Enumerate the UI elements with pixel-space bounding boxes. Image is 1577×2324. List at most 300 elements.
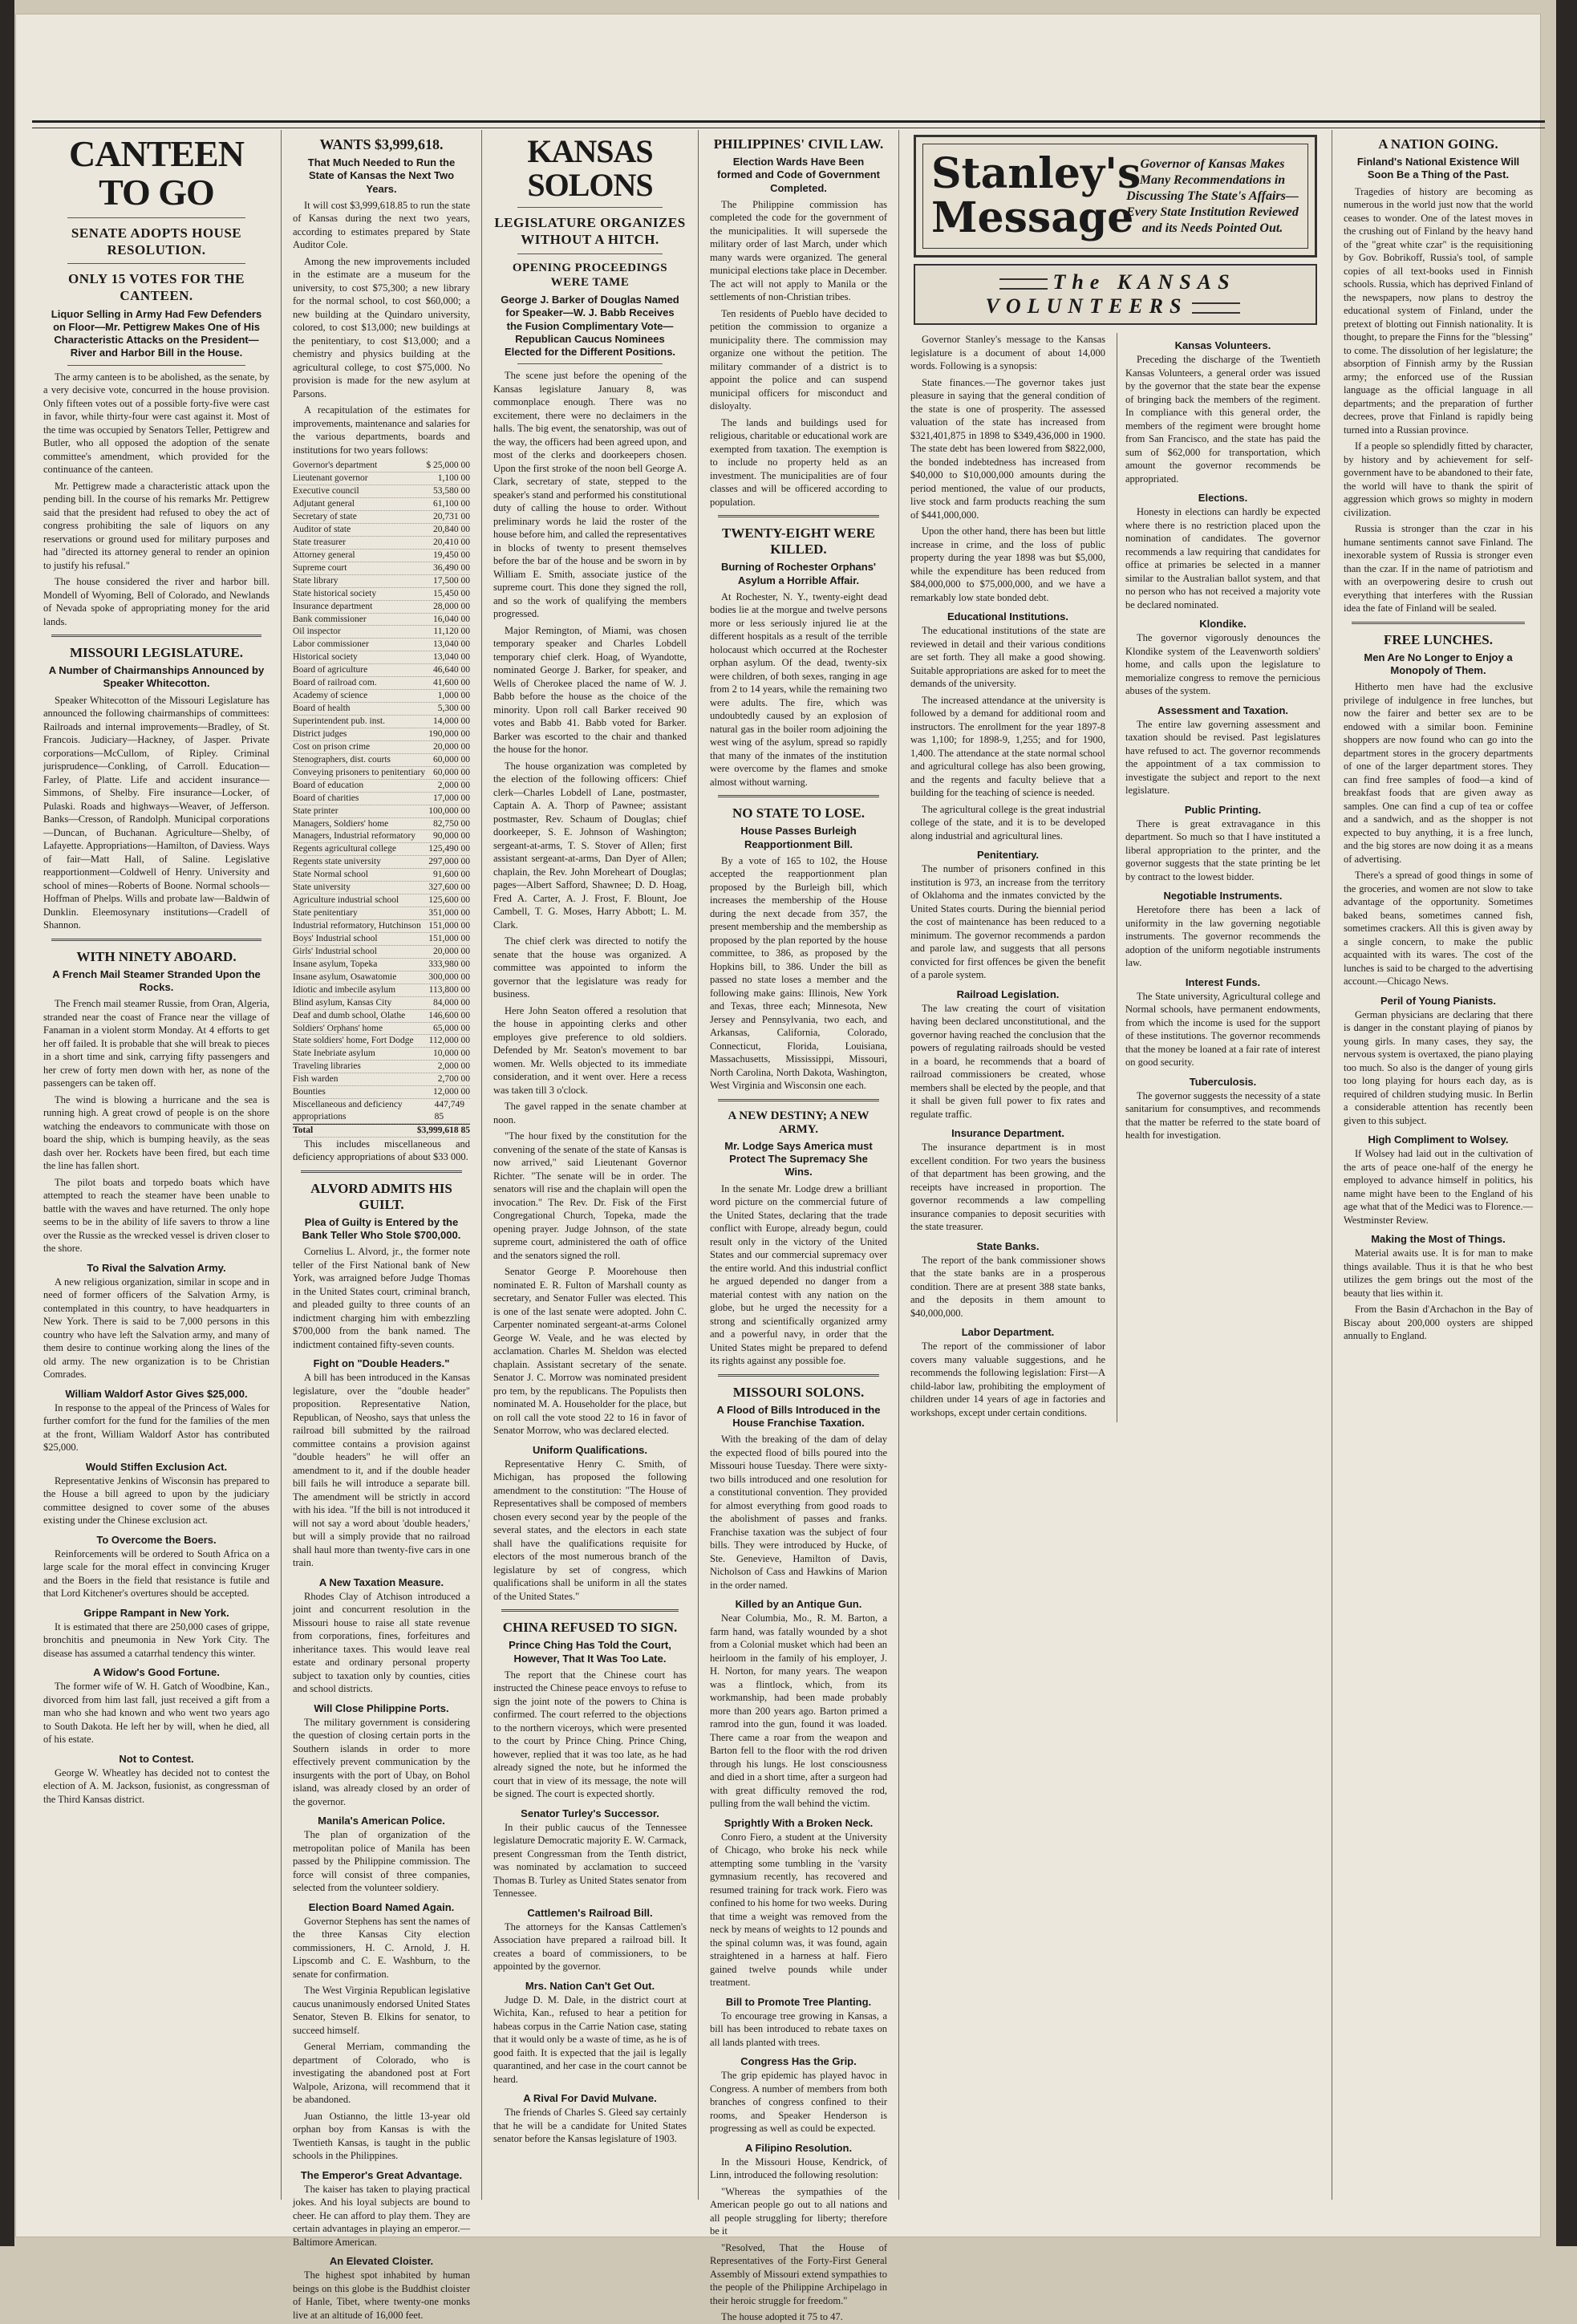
budget-amount: 351,000 00 (428, 908, 470, 919)
paragraph: George W. Wheatley has decided not to contest the election of A. M. Jackson, fusionist, as congressman of the Third Kansas district. (43, 1766, 270, 1805)
budget-item: Supreme court (293, 562, 347, 573)
column-2 (281, 130, 481, 2321)
paragraph: The law creating the court of visitation having been declared unconstitutional, and the governor having reached the conclusion that the powers of regulating railroads should be vested in a board, he recommends that a board of railroad commissioners be created, whose members shall be elected by the people, and that it shall be given full power to fix rates and regulate traffic. (910, 1002, 1105, 1120)
paragraph: Governor Stanley's message to the Kansas legislature is a document of about 14,000 words. Following is a synopsis: (910, 334, 1105, 372)
paragraph: Judge D. M. Dale, in the district court at Wichita, Kan., refused to hear a petition for habeas corpus in the Carrie Nation case, stating that it would only be a waste of time, as he is of good faith. It is expected that the jail is legally quarantined, and her case in the court cannot be heard. (493, 1993, 687, 2085)
headline-kansas-solons: KANSAS SOLONS (527, 133, 653, 203)
divider (67, 263, 245, 264)
subhead: Insurance Department. (951, 1127, 1064, 1140)
budget-amount: 53,580 00 (433, 486, 470, 497)
subhead: Not to Contest. (119, 1752, 194, 1765)
budget-row (293, 1035, 470, 1048)
subhead: State Banks. (976, 1239, 1040, 1252)
budget-item: Insane asylum, Topeka (293, 959, 378, 969)
budget-amount: 5,300 00 (437, 704, 470, 714)
budget-item: Oil inspector (293, 627, 341, 637)
headline-new-destiny: A NEW DESTINY; A NEW ARMY. (728, 1109, 870, 1136)
stanley-subcolumn-left (910, 333, 1105, 1422)
budget-item: State Inebriate asylum (293, 1048, 375, 1059)
budget-row (293, 818, 470, 831)
deck: Mr. Lodge Says America must Protect The Supremacy She Wins. (724, 1139, 873, 1178)
divider (51, 939, 261, 941)
paragraph: Juan Ostianno, the little 13-year old orphan boy from Kansas is with the Twentieth Kansas, is taught in the public schools in the Philippines. (293, 2110, 470, 2162)
paragraph: The grip epidemic has played havoc in Congress. A number of members from both branches of congress confined to their rooms, and Speaker Henderson is progressing as well as could be expected. (710, 2070, 887, 2134)
budget-item: State treasurer (293, 537, 347, 547)
subhead-proceedings: OPENING PROCEEDINGS WERE TAME (512, 261, 668, 290)
budget-row (293, 1023, 470, 1036)
paragraph: By a vote of 165 to 102, the House accepted the reapportionment plan proposed by the Burleigh bill, which increases the membership of the House during the next decade from 357, the present membership and the membership as proposed by the plan reported by the house committee, to 386, as proposed by the Hopkins bill, to 386. Under the bill as passed no state loses a member and the following make gains: Illinois, New York and Texas, three each; Minnesota, New Jersey and Pennsylvania, two each, and Arkansas, California, Colorado, Connecticut, Florida, Louisiana, Massachusetts, Mississippi, Missouri, North Carolina, North Dakota, Washington, West Virginia and Wisconsin one each. (710, 854, 887, 1092)
budget-row (293, 869, 470, 882)
paragraph: The house organization was completed by the election of the following officers: Chief clerk—Charles Lobdell of Lane, postmaster, Captain A. A. Thorp of Pawnee; assistant postmaster, Rev. Schaum of Douglas; chief doorkeeper, S. E. Johnson of Washington; sergeant-at-arms, T. S. Stover of Allen; first assistant sergeant-at-arms, Dan Dyer of Allen; chaplain, the Rev. John Moreheart of Douglas; pages—Albert Safford, Shawnee; D. D. Hoag, Fred A. Carter, A. J. Frost, F. Blount, Joe Cambell, T. G. Moses, Harry Abbott; L. M. Clark. (493, 760, 687, 931)
budget-item: Historical society (293, 652, 358, 663)
paragraph: Here John Seaton offered a resolution that the house in appointing clerks and other employes give preference to old soldiers. Defended by Mr. Seaton's movement to bar women. Mr. Wells objected to its immediate consideration, and it went over. Here a recess was taken till 3 o'clock. (493, 1004, 687, 1096)
paragraph: In the Missouri House, Kendrick, of Linn, introduced the following resolution: (710, 2156, 887, 2180)
budget-amount: 13,040 00 (433, 652, 470, 663)
paragraph: The army canteen is to be abolished, as the senate, by a very decisive vote, concurred in the house provision. Only fifteen votes out of a possible forty-five were cast in favor, while thirty-four were cast against it. Most of the time was occupied by Senators Teller, Pettigrew and Butler, who all opposed the adoption of the senate committee's amendment, which provided for the continuance of the canteen. (43, 371, 270, 476)
budget-item: Bounties (293, 1087, 326, 1097)
subhead-senate: SENATE ADOPTS HOUSE RESOLUTION. (71, 225, 242, 258)
paragraph: There's a spread of good things in some of the groceries, and women are not slow to take advantage of the opportunity. Sometimes baked beans, sometimes canned fish, sometimes crackers. All this is given away by a single concern, to make the public acquainted with its wares. The cost of the lunches is said to be charged to the advertising account.—Chicago News. (1344, 870, 1533, 987)
budget-amount: 12,000 00 (433, 1087, 470, 1097)
budget-amount: 28,000 00 (433, 601, 470, 611)
deck: Election Wards Have Been formed and Code of Government Completed. (717, 156, 880, 194)
budget-item: Governor's department (293, 460, 378, 471)
scan-edge-right (1556, 0, 1577, 2246)
budget-row (293, 920, 470, 933)
paragraph: In their public caucus of the Tennessee legislature Democratic majority E. W. Carmack, present Congressman from the Tenth district, was nominated by acclamation to succeed Thomas B. Turley as United States senator from Tennessee. (493, 1821, 687, 1900)
budget-row (293, 1099, 470, 1124)
paragraph: Honesty in elections can hardly be expected where there is no restriction placed upon the nomination of candidates. The governor recommends a law requiring that candidates for office at primaries be selected in a manner similar to the Australian ballot system, and that no person who has not received a majority vote be declared nominated. (1125, 506, 1320, 610)
budget-amount: 11,120 00 (433, 627, 470, 637)
budget-row (293, 716, 470, 728)
paragraph: The pilot boats and torpedo boats which have attempted to reach the steamer have been unable to battle with the waves and have returned. The only hope seems to be in the ability of life savers to throw a line over the Russie as the wrecked vessel is driven closer to the shore. (43, 1176, 270, 1255)
budget-table (293, 460, 470, 1124)
paragraph: If Wolsey had laid out in the cultivation of the arts of peace one-half of the energy he employed to advance himself in politics, his name might have been to the England of his age what that of the Medici was to Florence.—Westminster Review. (1344, 1148, 1533, 1226)
deck: A French Mail Steamer Stranded Upon the Rocks. (52, 967, 261, 993)
budget-amount: 20,000 00 (433, 741, 470, 752)
budget-amount: 1,000 00 (437, 691, 470, 701)
budget-row (293, 588, 470, 601)
paragraph: Heretofore there has been a lack of uniformity in the law governing negotiable instruments. The governor recommends the adoption of the uniform negotiable instruments law. (1125, 904, 1320, 969)
budget-row (293, 601, 470, 614)
divider (517, 207, 663, 208)
budget-amount: 15,450 00 (433, 588, 470, 598)
budget-amount: 16,040 00 (433, 614, 470, 624)
budget-amount: 112,000 00 (428, 1036, 470, 1046)
headline-nation-going: A NATION GOING. (1378, 136, 1498, 152)
deck: That Much Needed to Run the State of Kansas the Next Two Years. (307, 156, 456, 195)
budget-item: Auditor of state (293, 524, 351, 534)
headline-twenty-eight: TWENTY-EIGHT WERE KILLED. (721, 525, 875, 558)
subhead: Congress Has the Grip. (740, 2055, 857, 2067)
stanley-two-columns (910, 333, 1320, 1422)
subhead: Assessment and Taxation. (1157, 704, 1289, 716)
headline-china: CHINA REFUSED TO SIGN. (502, 1620, 678, 1636)
budget-amount: 20,410 00 (433, 537, 470, 547)
budget-amount: 41,600 00 (433, 678, 470, 688)
budget-amount: 447,749 85 (434, 1100, 464, 1122)
subhead: A Rival For David Mulvane. (523, 2092, 657, 2105)
budget-amount: 125,600 00 (428, 895, 470, 906)
budget-item: Miscellaneous and deficiency appropriations (293, 1100, 403, 1122)
budget-row (293, 639, 470, 651)
budget-amount: 14,000 00 (433, 716, 470, 726)
budget-item: Superintendent pub. inst. (293, 716, 385, 726)
paragraph: With the breaking of the dam of delay the expected flood of bills poured into the Missouri house Tuesday. There were sixty-two bills introduced and one resolution for a constitutional convention. They provided for almost everything from good roads to the abolishment of passes and franks. Franchise taxation was the subject of four bills. They were introduced by Hucke, of Ste. Genevieve, Hamilton of Davis, Nicholson of Cass and Hawkins of Marion in the order named. (710, 1434, 887, 1591)
paragraph: Rhodes Clay of Atchison introduced a joint and concurrent resolution in the Missouri house to raise all state revenue from corporations, fines, forfeitures and inheritance taxes. This would leave real estate and ordinary personal property subject to taxation only by counties, cities and school districts. (293, 1590, 470, 1695)
paragraph: Speaker Whitecotton of the Missouri Legislature has announced the following chairmanships of committees: Railroads and internal improvements—Bradley, of St. Francois. Judiciary—Hackney, of Jasper. Private corporations—McCullom, of Ripley. Criminal jurisprudence—Conkling, of Carroll. Education—Farley, of Platte. Life and accident insurance—Simmons, of Shelby. Fire insurance—Locker, of Pulaski. Roads and highways—Weaver, of Jefferson. Banks—Cresson, of Randolph. Municipal corporations—Duncan, of Buchanan. Agriculture—Shelby, of Lafayette. Appropriations—Hamilton, of Daviess. Ways of fair—Matt Hall, of Saline. Legislative reapportionment—Coldwell of Henry. University and school of mines—Roberts of Boone. Normal schools—Hoffman of Phelps. Wills and probate law—Baldwin of Dunklin. Eleemosynary institutions—Cradell of Shannon. (43, 694, 270, 931)
budget-row (293, 856, 470, 869)
divider (517, 363, 663, 364)
paragraph: The former wife of W. H. Gatch of Woodbine, Kan., divorced from him last fall, just received a gift from a man who she had known and who went two years ago to South Dakota. He left her by will, when he died, all of his estate. (43, 1681, 270, 1746)
budget-amount: 125,490 00 (428, 844, 470, 854)
subhead: Making the Most of Things. (1371, 1233, 1506, 1245)
divider (1352, 622, 1525, 624)
subhead: Bill to Promote Tree Planting. (725, 1995, 872, 2008)
budget-row (293, 754, 470, 767)
budget-amount: 91,600 00 (433, 870, 470, 880)
subhead: Manila's American Police. (318, 1815, 445, 1827)
paragraph: The plan of organization of the metropolitan police of Manila has been passed by the Philippine commission. The force will consist of three companies, selected from the volunteer soldiery. (293, 1829, 470, 1894)
headline-no-state: NO STATE TO LOSE. (732, 805, 866, 821)
deck: A Number of Chairmanships Announced by Speaker Whitecotton. (48, 664, 265, 690)
budget-amount: 84,000 00 (433, 997, 470, 1008)
subhead: Penitentiary. (976, 849, 1040, 862)
budget-amount: 20,840 00 (433, 524, 470, 534)
stanley-message-box (914, 135, 1317, 258)
budget-amount: 60,000 00 (433, 754, 470, 765)
budget-row (293, 959, 470, 971)
deck: Prince Ching Has Told the Court, However, That It Was Too Late. (509, 1639, 671, 1665)
budget-item: Executive council (293, 486, 359, 497)
paragraph: "Resolved, That the House of Representatives of the Forty-First General Assembly of Missouri extend sympathies to the people of the Philippine Archipelago in their heroic struggle for freedom." (710, 2241, 887, 2306)
budget-row (293, 511, 470, 524)
budget-amount: 146,600 00 (428, 1010, 470, 1020)
paragraph: A new religious organization, similar in scope and in need of former officers of the Salvation Army, is contemplated in this country, to have headquarters in New York. There is said to be 7,000 persons in this country who have left the Salvation army, and many of them desire to continue working along the lines of the old army. The new organization is to be Christian Comrades. (43, 1276, 270, 1381)
budget-item: Deaf and dumb school, Olathe (293, 1010, 406, 1020)
headline-ninety-aboard: WITH NINETY ABOARD. (76, 948, 237, 964)
budget-item: Cost on prison crime (293, 741, 371, 752)
budget-amount: 46,640 00 (433, 665, 470, 675)
paragraph: Governor Stephens has sent the names of the three Kansas City election commissioners, H. C. Arnold, J. H. Lipscomb and C. E. Washburn, to the senate for confirmation. (293, 1915, 470, 1980)
budget-row (293, 524, 470, 537)
budget-row (293, 971, 470, 984)
budget-amount: 65,000 00 (433, 1023, 470, 1033)
budget-item: State university (293, 882, 351, 893)
divider (67, 365, 245, 366)
budget-item: State soldiers' home, Fort Dodge (293, 1036, 414, 1046)
headline-missouri-solons: MISSOURI SOLONS. (732, 1384, 865, 1400)
budget-item: Academy of science (293, 691, 368, 701)
budget-item: Conveying prisoners to penitentiary (293, 767, 426, 777)
budget-row (293, 741, 470, 754)
budget-item: State penitentiary (293, 908, 358, 919)
budget-item: Insurance department (293, 601, 373, 611)
budget-row (293, 805, 470, 818)
paragraph: Cornelius L. Alvord, jr., the former note teller of the First National bank of New York, was arraigned before Judge Thomas in the United States court, criminal branch, and pleaded guilty to three counts of an indictment charging him with embezzling $700,000 from the bank named. The indictment contained fifty-seven counts. (293, 1246, 470, 1350)
paragraph: Upon the other hand, there has been but little increase in crime, and the loss of public property during the year 1898 was but $5,000, while the expenditure has been reduced from $84,000,000 to $75,000,000, and we have a remarkably low state bonded debt. (910, 525, 1105, 603)
budget-row (293, 537, 470, 550)
stanley-subcolumn-right (1117, 333, 1320, 1422)
budget-amount: 17,500 00 (433, 575, 470, 586)
budget-row (293, 703, 470, 716)
subhead: To Rival the Salvation Army. (87, 1261, 226, 1274)
deck: A Flood of Bills Introduced in the House Franchise Taxation. (716, 1403, 881, 1429)
budget-amount: 100,000 00 (428, 805, 470, 816)
paragraph: The increased attendance at the university is followed by a demand for additional room and instructors. The enrollment for the year 1897-8 was 1,100; for 1898-9, 1,255; and for 1900, 1,400. The attendance at the state normal school and agricultural college has also been growing, and the regents and faculty believe that a building for the teaching of science is needed. (910, 694, 1105, 799)
budget-row (293, 793, 470, 805)
subhead: Negotiable Instruments. (1163, 890, 1283, 902)
subhead: High Compliment to Wolsey. (1368, 1134, 1509, 1146)
subhead: Peril of Young Pianists. (1380, 994, 1496, 1007)
paragraph: The lands and buildings used for religious, charitable or educational work are exempted from taxation. The exemption is to include no property held as an investment. The municipalities are of four classes and will be officered according to population. (710, 416, 887, 508)
budget-item: Fish warden (293, 1074, 339, 1085)
budget-amount: 1,100 00 (437, 473, 470, 484)
paragraph: The governor vigorously denounces the Klondike system of the Leavenworth soldiers' home, and calls upon the legislature to memorialize congress to remove the pernicious abuses of the system. (1125, 632, 1320, 697)
headline-philippines: PHILIPPINES' CIVIL LAW. (713, 136, 884, 152)
budget-item: Board of charities (293, 793, 359, 803)
paragraph: Representative Jenkins of Wisconsin has prepared to the House a bill agreed to upon by the judiciary committee designed to cover some of the abuses existing under the Chinese exclusion act. (43, 1474, 270, 1527)
deck: Plea of Guilty is Entered by the Bank Teller Who Stole $700,000. (302, 1215, 461, 1242)
paragraph: At Rochester, N. Y., twenty-eight dead bodies lie at the morgue and twelve persons more or less seriously injured lie at the different hospitals as a result of the terrible holocaust which occurred at the Rochester orphan asylum. Of the dead, twenty-six were children, of both sexes, ranging in age from 2 to 14 years, while the remaining two were adults. The fire, which was undoubtedly caused by an explosion of natural gas in the boiler room adjoining the west wing of the asylum, spread so rapidly that many of the inmates of the institution were overcome by the flames and smoke almost without warning. (710, 590, 887, 788)
budget-row (293, 907, 470, 920)
budget-item: Insane asylum, Osawatomie (293, 971, 397, 982)
kansas-volunteers-band: The KANSAS VOLUNTEERS (914, 264, 1317, 325)
subhead-votes: ONLY 15 VOTES FOR THE CANTEEN. (68, 271, 245, 304)
budget-item: Labor commissioner (293, 639, 369, 650)
budget-amount: 61,100 00 (433, 499, 470, 509)
budget-row (293, 690, 470, 703)
subhead: William Waldorf Astor Gives $25,000. (65, 1387, 248, 1400)
paragraph: General Merriam, commanding the department of Colorado, who is investigating the abandoned post at Fort Walpole, Arizona, will recommend that it be abandoned. (293, 2041, 470, 2106)
paragraph: The report that the Chinese court has instructed the Chinese peace envoys to refuse to sign the joint note of the powers to China is confirmed. The court referred to the objections to the northern viceroys, which were presented to the court by Prince Ching. Prince Ching, however, replied that it was too late, as he had already signed the note, but he informed the court that in view of its message, the note will be signed. The court is expected shortly. (493, 1669, 687, 1800)
budget-amount: 190,000 00 (428, 728, 470, 739)
scan-edge-left (0, 0, 14, 2246)
column-1 (32, 130, 281, 2200)
subhead: A New Taxation Measure. (318, 1576, 444, 1588)
divider (51, 635, 261, 637)
paragraph: The house adopted it 75 to 47. (721, 2311, 843, 2322)
paragraph: The entire law governing assessment and taxation should be revised. Past legislatures have refused to act. The governor recommends the appointment of a tax commission to investigate the subject and report to the next legislature. (1125, 718, 1320, 797)
paragraph: The report of the bank commissioner shows that the state banks are in a prosperous condition. There are at present 388 state banks, and the deposits in them amount to $40,000,000. (910, 1254, 1105, 1319)
paragraph: Preceding the discharge of the Twentieth Kansas Volunteers, a general order was issued by the governor that the state bear the expense of bringing back the members of the regiment. In compliance with this general order, the members of the regiment were brought home from San Francisco, and the state has paid the sum of $62,000 for transportation, which amount the governor recommends be appropriated. (1125, 354, 1320, 485)
budget-amount: 82,750 00 (433, 818, 470, 829)
subhead: A Widow's Good Fortune. (93, 1666, 220, 1679)
budget-amount: 20,731 00 (433, 512, 470, 521)
paragraph: "The hour fixed by the constitution for the convening of the senate of the state of Kansas is now arrived," said Lieutenant Governor Richter. "The senate will be in order. The senators will rise and the chaplain will open the invocation." The Rev. Dr. Fisk of the First Congregational Church, Topeka, made the opening prayer. Judge Johnson, of the state supreme court, administered the oath of office and the senators signed the roll. (493, 1130, 687, 1261)
budget-item: Board of education (293, 780, 364, 790)
paragraph: The military government is considering the question of closing certain ports in the Southern islands in order to more effectively prevent communication by the insurgents with the port of Ubay, on Bohol island, was already closed by an order of the governor. (293, 1716, 470, 1807)
budget-item: Lieutenant governor (293, 473, 368, 484)
subhead: Uniform Qualifications. (532, 1443, 647, 1456)
budget-amount: 13,040 00 (433, 639, 470, 650)
budget-item: Regents agricultural college (293, 844, 397, 854)
paragraph: The educational institutions of the state are reviewed in detail and their various conditions are set forth. They all make a good showing. Suitable appropriations are asked for to meet the demands of the university. (910, 625, 1105, 690)
subhead: Tuberculosis. (1189, 1075, 1257, 1088)
subhead: A Filipino Resolution. (744, 2141, 853, 2154)
paragraph: In the senate Mr. Lodge drew a brilliant word picture on the commercial future of the United States, declaring that the trade conflict with Europe, already begun, could result only in the victory of the United States and our commercial supremacy over the entire world. And this industrial conflict he argued depended no danger from a material contest with any nation on the globe, but he urged the necessity for a strong and scientifically organized army and a powerful navy, in order that the United States might be prepared to defend its rights against any possible foe. (710, 1182, 887, 1366)
budget-row (293, 498, 470, 511)
subhead-legislature: LEGISLATURE ORGANIZES WITHOUT A HITCH. (494, 215, 686, 248)
subhead: Will Close Philippine Ports. (314, 1701, 449, 1714)
paragraph: Representative Henry C. Smith, of Michigan, has proposed the following amendment to the constitution: "The House of Representatives shall be composed of members chosen every second year by the people of the several states, and the electors in each state shall have the qualifications requisite for electors of the most numerous branch of the legislature by set of congress, which qualifications shall be uniform in all the states of the United States." (493, 1458, 687, 1602)
divider (501, 1609, 679, 1612)
divider (718, 1099, 879, 1101)
budget-item: Industrial reformatory, Hutchinson (293, 921, 421, 931)
subhead: Labor Department. (961, 1326, 1055, 1339)
budget-item: Blind asylum, Kansas City (293, 997, 392, 1008)
subhead: An Elevated Cloister. (329, 2255, 434, 2268)
budget-row (293, 780, 470, 793)
budget-amount: 2,700 00 (437, 1074, 470, 1085)
subhead: Grippe Rampant in New York. (83, 1606, 229, 1619)
budget-row (293, 997, 470, 1010)
paragraph: In response to the appeal of the Princess of Wales for further comfort for the fund for the families of the men at the front, William Waldorf Astor has contributed $25,000. (43, 1401, 270, 1454)
paragraph: The report of the commissioner of labor covers many valuable suggestions, and he recommends the following legislation: First—A child-labor law, prohibiting the employment of children under 14 years of age in factories and workshops, except under certain conditions. (910, 1340, 1105, 1418)
divider (301, 1170, 462, 1173)
paragraph: Reinforcements will be ordered to South Africa on a large scale for the moral effect in convincing Kruger and the Boers in the field that resistance is futile and that Lord Kitchener's overtures should be accepted. (43, 1547, 270, 1600)
budget-row (293, 882, 470, 894)
deck: George J. Barker of Douglas Named for Speaker—W. J. Babb Receives the Fusion Complimentary Vote—Republican Caucus Nominees Elected for the Different Positions. (501, 294, 679, 358)
headline-free-lunches: FREE LUNCHES. (1383, 631, 1494, 647)
deck: Liquor Selling in Army Had Few Defenders on Floor—Mr. Pettigrew Makes One of His Characteristic Attacks on the President—River and Harbor Bill in the House. (51, 307, 262, 359)
budget-item: Idiotic and imbecile asylum (293, 984, 396, 995)
budget-row (293, 473, 470, 485)
paragraph: If a people so splendidly fitted by character, by history and by achievement for self-government have to be abandoned to their fate, the world will have to thank the spirit of aggression which grows so mighty in modern civilization. (1344, 440, 1533, 518)
budget-item: Managers, Industrial reformatory (293, 831, 416, 842)
paragraph: It is estimated that there are 250,000 cases of grippe, bronchitis and pneumonia in New York City. The disease has assumed a catarrhal tendency this winter. (43, 1620, 270, 1659)
headline-wants: WANTS $3,999,618. (319, 136, 444, 152)
budget-item: Board of railroad com. (293, 678, 377, 688)
subhead: Killed by an Antique Gun. (735, 1598, 862, 1610)
paragraph: Hitherto men have had the exclusive privilege of indulgence in free lunches, but now the fairer and better sex are to be endowed with a similar boon. Feminine shoppers are now found who can go into the department stores in the grocery departments of one of the larger department stores. They can find free samples of food—a kind of breakfast foods that are given away as samples. One can find a cup of tea or coffee and a sandwich, and as the shopper is not expected to buy anything, it is a free lunch, and the big stores are now doing it as a means of advertising. (1344, 681, 1533, 865)
paragraph: The West Virginia Republican legislative caucus unanimously endorsed United States Senator, Steven B. Elkins for senator, to succeed himself. (293, 1985, 470, 2036)
subhead: Would Stiffen Exclusion Act. (85, 1460, 228, 1473)
budget-amount: 333,980 00 (428, 959, 470, 969)
budget-item: District judges (293, 728, 347, 739)
budget-amount: 90,000 00 (433, 831, 470, 842)
budget-item: Attorney general (293, 550, 355, 560)
divider (718, 795, 879, 797)
budget-item: Soldiers' Orphans' home (293, 1023, 383, 1033)
paragraph: The agricultural college is the great industrial college of the state, and it is to be developed along industrial and agricultural lines. (910, 803, 1105, 842)
budget-amount: 20,000 00 (433, 946, 470, 956)
column-3 (481, 130, 698, 2200)
paragraph: There is great extravagance in this department. So much so that I have instituted a liberal appropriation to the printer, and the governor suggests that the state printing be let by contract to the lowest bidder. (1125, 817, 1320, 882)
subhead: The Emperor's Great Advantage. (300, 2168, 463, 2181)
paragraph: Near Columbia, Mo., R. M. Barton, a farm hand, was fatally wounded by a shot from a Colonial musket which had been an heirloom in the family of his employer, J. H. Norton, for many years. The weapon was a flintlock, which, from its workmanship, had been made probably more than 200 years ago. Barton primed a ramrod into the gun, found it was loaded. There came a roar from the weapon and Barton fell to the floor with the rod driven through his lungs. He lost consciousness and died in a short time, after a surgeon had with great difficulty removed the rod, pulling from the wall behind the victim. (710, 1612, 887, 1809)
budget-item: Board of health (293, 704, 351, 714)
paragraph: The highest spot inhabited by human beings on this globe is the Buddhist cloister of Hanle, Tibet, where twenty-one monks live at an altitude of 16,000 feet. (293, 2269, 470, 2321)
budget-row (293, 664, 470, 677)
stanley-message-title: Stanley's Message (931, 149, 1141, 242)
budget-item: Traveling libraries (293, 1061, 361, 1072)
divider (67, 217, 245, 218)
budget-row (293, 575, 470, 588)
subhead: Fight on "Double Headers." (313, 1357, 450, 1370)
deck: House Passes Burleigh Reapportionment Bill. (740, 825, 857, 850)
budget-row (293, 651, 470, 664)
budget-item: Secretary of state (293, 512, 357, 521)
budget-row (293, 614, 470, 627)
budget-row (293, 1048, 470, 1061)
headline-canteen: CANTEEN TO GO (69, 133, 244, 213)
paragraph: Conro Fiero, a student at the University of Chicago, who broke his neck while attempting some tumbling in the 'varsity gymnasium recently, has recovered and resumed training for track work. Fiero was confined to his home for two weeks. During that time a weight was removed from the neck by means of weights to 12 pounds and the spinal column was, it was found, again straightened in a harness at half. Fiero gained twelve pounds while under treatment. (710, 1831, 887, 1988)
divider (718, 1374, 879, 1377)
budget-row (293, 933, 470, 946)
subhead: Public Printing. (1184, 803, 1262, 816)
budget-amount: 300,000 00 (428, 971, 470, 982)
budget-row (293, 946, 470, 959)
budget-amount: 60,000 00 (433, 767, 470, 777)
budget-row (293, 1061, 470, 1073)
budget-amount: 17,000 00 (433, 793, 470, 803)
paragraph: Among the new improvements included in the estimate are a museum for the university, to cost $75,300; a new library for the normal school, to cost $60,000; a new building at the Quindaro university, colored, to cost $13,000; new buildings at the penitentiary, to cost $13,000; and a chemistry and physics building at the agricultural college, to cost $75,000. No provision is made for the new asylum at Parsons. (293, 255, 470, 400)
divider (517, 253, 663, 254)
subhead: Sprightly With a Broken Neck. (724, 1816, 874, 1829)
budget-amount: 2,000 00 (437, 1061, 470, 1072)
paragraph: The friends of Charles S. Gleed say certainly that he will be a candidate for United States senator before the Kansas legislature of 1903. (493, 2107, 687, 2145)
budget-row (293, 767, 470, 780)
paragraph: Material awaits use. It is for man to make things available. Thus it is that he who best utilizes the gem brings out the most of the beauty that lies within it. (1344, 1247, 1533, 1299)
subhead: Mrs. Nation Can't Get Out. (525, 1979, 655, 1992)
budget-row (293, 485, 470, 498)
paragraph: A recapitulation of the estimates for improvements, maintenance and salaries for the various departments, boards and institutions for two years follows: (293, 404, 470, 456)
budget-row (293, 1010, 470, 1023)
budget-item: Stenographers, dist. courts (293, 754, 391, 765)
deck: Burning of Rochester Orphans' Asylum a Horrible Affair. (720, 561, 877, 586)
subhead: Elections. (1198, 492, 1248, 505)
ornament-icon (999, 278, 1048, 290)
paragraph: Major Remington, of Miami, was chosen temporary speaker and Charles Lobdell temporary chief clerk. Hoag, of Wyandotte, nominated George J. Barker, for speaker, and Wells of Cherokee placed the name of W. J. Babb before the house as the choice of the minority. Upon roll call Barker received 90 votes and Babb 41. Babb voted for Barker. Barker was escorted to the chair and thanked the house for the honor. (493, 624, 687, 756)
budget-row (293, 728, 470, 741)
budget-item: Adjutant general (293, 499, 355, 509)
budget-amount: $ 25,000 00 (426, 460, 470, 471)
subhead: Interest Funds. (1185, 975, 1261, 988)
budget-row (293, 562, 470, 575)
subhead: To Overcome the Boers. (96, 1533, 217, 1546)
paragraph: "Whereas the sympathies of the American people go out to all nations and all people struggling for liberty; therefore be it (710, 2185, 887, 2237)
paragraph: The wind is blowing a hurricane and the sea is running high. A great crowd of people is on the shore watching the endeavors to communicate with those on board the ship, which is bumping heavily, as the seas dash over her. Rockets have been fired, but each time the line has fallen short. (43, 1093, 270, 1172)
budget-row (293, 1073, 470, 1086)
column-5-stanley (898, 130, 1332, 2200)
paragraph: The insurance department is in most excellent condition. For two years the business of that department has been growing, and the receipts have increased in proportion. The governor recommends a law compelling insurance companies to deposit securities with the state treasurer. (910, 1142, 1105, 1233)
subhead: Election Board Named Again. (308, 1900, 455, 1913)
paragraph: Mr. Pettigrew made a characteristic attack upon the pending bill. In the course of his remarks Mr. Pettigrew said that the president had refused to obey the act of congress prohibiting the sale of liquors on any reservations or ground used for military purposes and had "directed its attorney general to render an opinion to justify his refusal." (43, 480, 270, 571)
deck: Finland's National Existence Will Soon Be a Thing of the Past. (1356, 156, 1520, 181)
budget-row (293, 984, 470, 997)
subhead: Cattlemen's Railroad Bill. (527, 1906, 653, 1919)
budget-amount: 327,600 00 (428, 882, 470, 893)
paragraph: Ten residents of Pueblo have decided to petition the commission to organize a municipality there. The commission may organize one without the petition. The military commander of a district is to appoint the police and can suspend municipal officers for misconduct and disloyalty. (710, 307, 887, 412)
paragraph: The number of prisoners confined in this institution is 973, an increase from the territory of Oklahoma and the inmates convicted by the United States courts. During the biennial period the cost of maintenance has been reduced to a minimum. The governor recommends a pardon and parole law, and suggests that all persons convicted for first offences be given the benefit of a parole system. (910, 863, 1105, 981)
headline-alvord: ALVORD ADMITS HIS GUILT. (310, 1180, 452, 1212)
budget-amount: 297,000 00 (428, 857, 470, 867)
paragraph: The gavel rapped in the senate chamber at noon. (493, 1101, 687, 1125)
paragraph: Senator George P. Moorehouse then nominated E. R. Fulton of Marshall county as secretary, and Senator Fuller was elected. This is one of the last senate were adopted. John C. Carpenter nominated sergeant-at-arms Colonel George W. Veale, and he was elected by acclamation. Charles M. Sheldon was elected chaplain. Assistant secretary of the senate. Senator J. C. Morrow was nominated president pro tem, by the republicans. The Populists then nominated M. A. Householder for the place, but on roll call the vote stood 22 to 16 in favor of Senator Morrow, who was declared elected. (493, 1266, 687, 1437)
budget-row (293, 550, 470, 562)
budget-row (293, 460, 470, 473)
budget-amount: 10,000 00 (433, 1048, 470, 1059)
paragraph: The chief clerk was directed to notify the senate that the house was organized. A committee was appointed to inform the governor that the legislature was ready for business. (493, 935, 687, 1000)
budget-item: State library (293, 575, 339, 586)
budget-amount: 2,000 00 (437, 780, 470, 790)
subhead: Educational Institutions. (947, 610, 1068, 623)
budget-amount: 36,490 00 (433, 562, 470, 573)
paragraph: It will cost $3,999,618.85 to run the state of Kansas during the next two years, according to estimates prepared by State Auditor Cole. (293, 199, 470, 251)
budget-amount: 19,450 00 (433, 550, 470, 560)
paragraph: The attorneys for the Kansas Cattlemen's Association have prepared a railroad bill. It creates a board of commissioners, to be appointed by the governor. (493, 1920, 687, 1973)
